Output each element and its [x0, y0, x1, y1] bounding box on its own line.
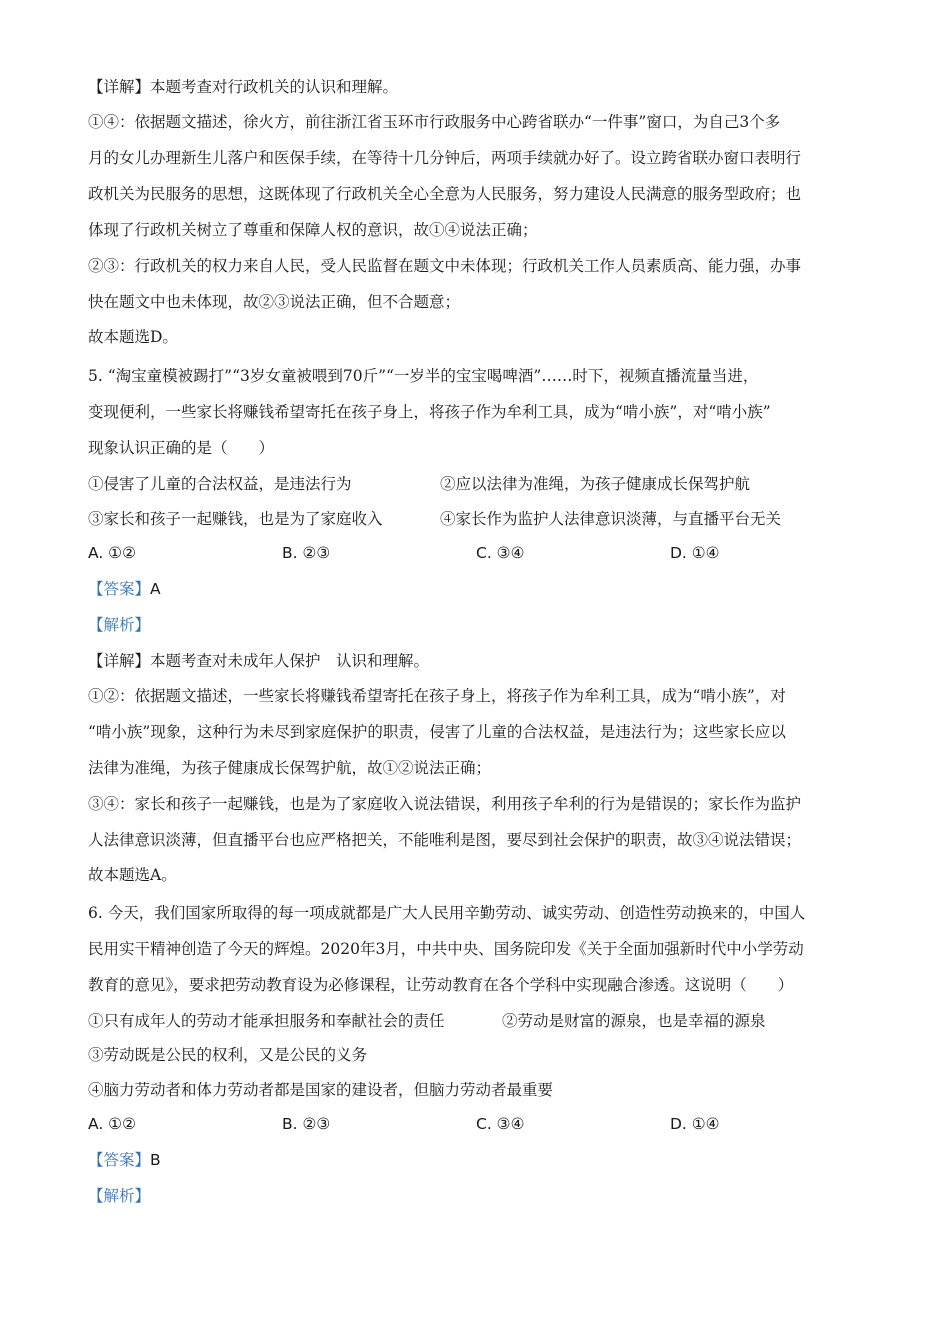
- paragraph-line: ①②：依据题文描述，一些家长将赚钱希望寄托在孩子身上，将孩子作为牟利工具，成为“啃小族”，对: [88, 687, 786, 705]
- paragraph-line: 体现了行政机关树立了尊重和保障人权的意识，故①④说法正确；: [88, 221, 538, 239]
- choice-d: D. ①④: [670, 1115, 720, 1133]
- statement-item: ④脑力劳动者和体力劳动者都是国家的建设者，但脑力劳动者最重要: [88, 1081, 554, 1099]
- answer-value: A: [150, 580, 161, 598]
- paragraph-line: 法律为准绳，为孩子健康成长保驾护航，故①②说法正确；: [88, 759, 492, 777]
- paragraph-line: ③④：家长和孩子一起赚钱，也是为了家庭收入说法错误，利用孩子牟利的行为是错误的；家长作为监护: [88, 795, 802, 813]
- statement-item: ②劳动是财富的源泉，也是幸福的源泉: [502, 1012, 766, 1030]
- question-stem-line: 教育的意见》，要求把劳动教育设为必修课程，让劳动教育在各个学科中实现融合渗透。这说明（ ）: [88, 976, 794, 994]
- choice-a: A. ①②: [88, 544, 136, 562]
- analysis-label: 【解析】: [88, 616, 151, 634]
- choice-b: B. ②③: [282, 544, 331, 562]
- answer-line: [88, 579, 868, 599]
- detail-text: 本题考查对未成年人保护 认识和理解。: [150, 652, 430, 670]
- conclusion-line: 故本题选A。: [88, 866, 177, 884]
- statement-item: ④家长作为监护人法律意识淡薄，与直播平台无关: [440, 510, 782, 528]
- paragraph-line: ②③：行政机关的权力来自人民，受人民监督在题文中未体现；行政机关工作人员素质高、能力强，办事: [88, 257, 802, 275]
- statement-item: ③家长和孩子一起赚钱，也是为了家庭收入: [88, 510, 383, 528]
- choice-d: D. ①④: [670, 544, 720, 562]
- question-stem-line: 变现便利，一些家长将赚钱希望寄托在孩子身上，将孩子作为牟利工具，成为“啃小族”，对“啃小族”: [88, 403, 771, 421]
- statement-item: ②应以法律为准绳，为孩子健康成长保驾护航: [440, 475, 751, 493]
- answer-value: B: [150, 1151, 161, 1169]
- statement-item: ③劳动既是公民的权利，又是公民的义务: [88, 1046, 368, 1064]
- paragraph-line: 月的女儿办理新生儿落户和医保手续，在等待十几分钟后，两项手续就办好了。设立跨省联办窗口表明行: [88, 149, 802, 167]
- q5-detail-line: [88, 651, 868, 671]
- question-stem-line: 6. 今天，我们国家所取得的每一项成就都是广大人民用辛勤劳动、诚实劳动、创造性劳动换来的，中国人: [88, 904, 806, 922]
- paragraph-line: 人法律意识淡薄，但直播平台也应严格把关，不能唯利是图，要尽到社会保护的职责，故③④说法错误；: [88, 831, 802, 849]
- paragraph-line: “啃小族”现象，这种行为未尽到家庭保护的职责，侵害了儿童的合法权益，是违法行为；这些家长应以: [88, 723, 786, 741]
- answer-label: 【答案】: [88, 580, 151, 598]
- question-stem-line: 现象认识正确的是（ ）: [88, 439, 275, 457]
- choice-a: A. ①②: [88, 1115, 136, 1133]
- detail-label: 【详解】: [88, 652, 151, 670]
- detail-label: 【详解】: [88, 78, 151, 96]
- choice-c: C. ③④: [476, 544, 525, 562]
- q4-detail-line: [88, 77, 868, 97]
- question-stem-line: 5. “淘宝童模被踢打”“3岁女童被喂到70斤”“一岁半的宝宝喝啤酒”……时下，视频直播流量当进，: [88, 367, 759, 385]
- conclusion-line: 故本题选D。: [88, 328, 178, 346]
- paragraph-line: ①④：依据题文描述，徐火方，前往浙江省玉环市行政服务中心跨省联办“一件事”窗口，为自己3个多: [88, 113, 781, 131]
- statement-item: ①只有成年人的劳动才能承担服务和奉献社会的责任: [88, 1012, 445, 1030]
- answer-line: [88, 1150, 868, 1170]
- paragraph-line: 政机关为民服务的思想，这既体现了行政机关全心全意为人民服务，努力建设人民满意的服务型政府；也: [88, 185, 802, 203]
- paragraph-line: 快在题文中也未体现，故②③说法正确，但不合题意；: [88, 293, 461, 311]
- detail-text: 本题考查对行政机关的认识和理解。: [150, 78, 399, 96]
- question-stem-line: 民用实干精神创造了今天的辉煌。2020年3月，中共中央、国务院印发《关于全面加强新时代中小学劳动: [88, 940, 804, 958]
- choice-b: B. ②③: [282, 1115, 331, 1133]
- answer-label: 【答案】: [88, 1151, 151, 1169]
- statement-item: ①侵害了儿童的合法权益，是违法行为: [88, 475, 352, 493]
- analysis-label: 【解析】: [88, 1187, 151, 1205]
- choice-c: C. ③④: [476, 1115, 525, 1133]
